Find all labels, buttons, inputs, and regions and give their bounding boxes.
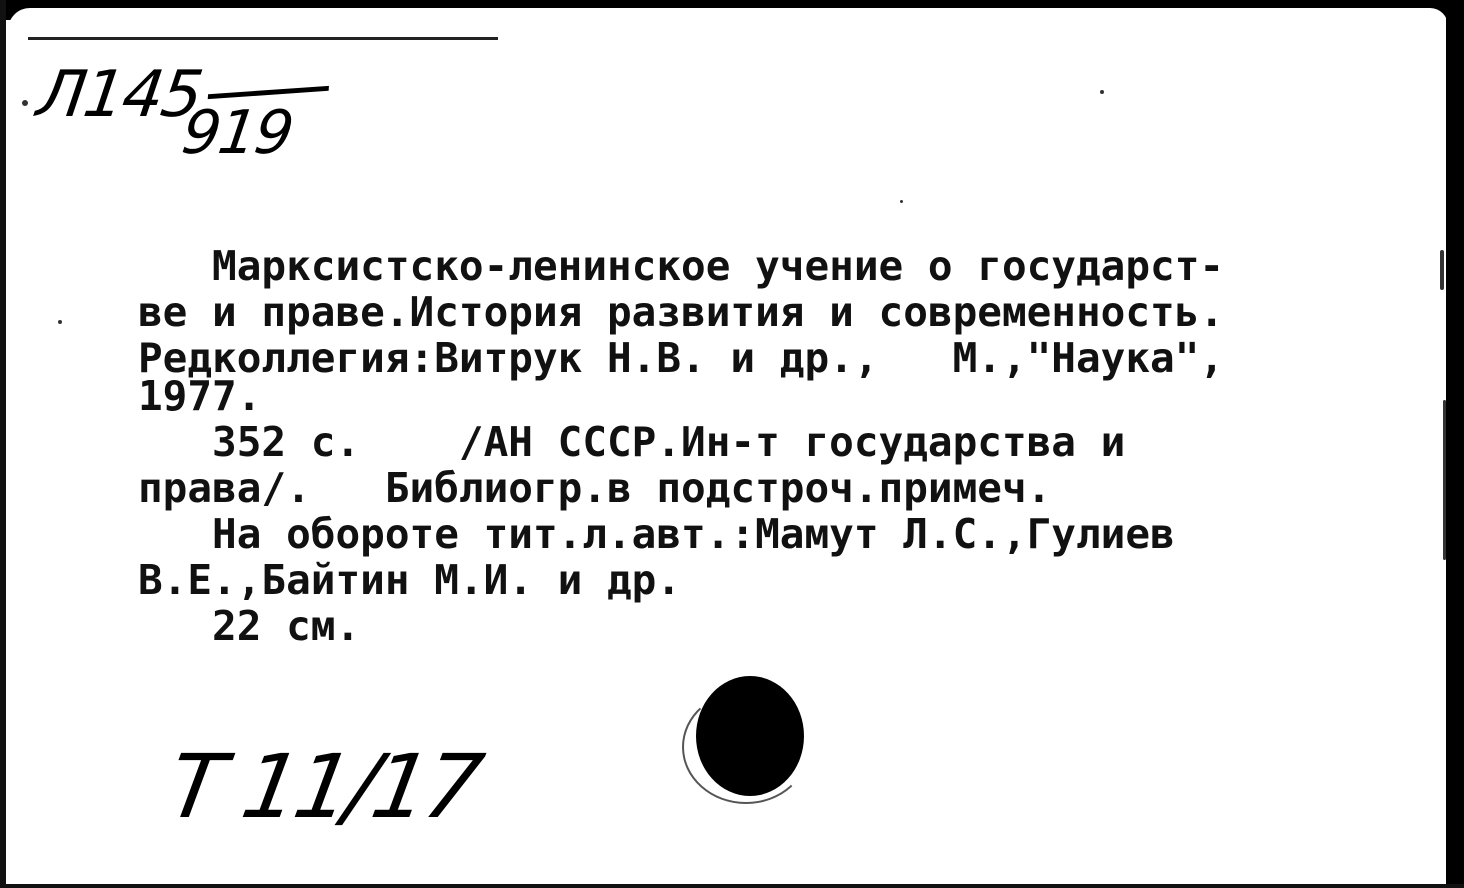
bibliographic-record [138, 243, 1438, 649]
record-line-title-cont: ве и праве.История развития и современность. [138, 288, 1225, 336]
shelfmark-top: Л145 [32, 58, 206, 132]
scan-border-bottom [0, 884, 1464, 888]
punch-hole [696, 676, 804, 796]
shelfmark-handwritten [32, 58, 297, 168]
top-rule [28, 37, 498, 40]
bottom-mark-handwritten: Т 11/17 [160, 735, 487, 838]
scan-speck [1100, 90, 1104, 94]
record-line-year: 1977. [138, 372, 262, 420]
record-line-size: 22 см. [138, 602, 361, 650]
card-edge [8, 8, 1448, 38]
record-line-title: Марксистско-ленинское учение о государст- [138, 242, 1225, 290]
scan-speck [22, 100, 28, 106]
scan-speck [1440, 250, 1444, 290]
scan-speck [58, 320, 62, 324]
record-line-pages: 352 с. /АН СССР.Ин-т государства и [138, 418, 1126, 466]
scan-border-right [1446, 0, 1464, 888]
shelfmark-fraction: 919 [177, 98, 297, 168]
scan-speck [1443, 400, 1446, 560]
record-line-authors: На обороте тит.л.авт.:Мамут Л.С.,Гулиев [138, 510, 1175, 558]
scan-border-left [0, 0, 6, 888]
record-line-authors-cont: В.Е.,Байтин М.И. и др. [138, 556, 682, 604]
scan-speck [900, 200, 903, 203]
record-line-editors: Редколлегия:Витрук Н.В. и др., М.,"Наука", [138, 334, 1225, 382]
record-line-series: права/. Библиогр.в подстроч.примеч. [138, 464, 1052, 512]
